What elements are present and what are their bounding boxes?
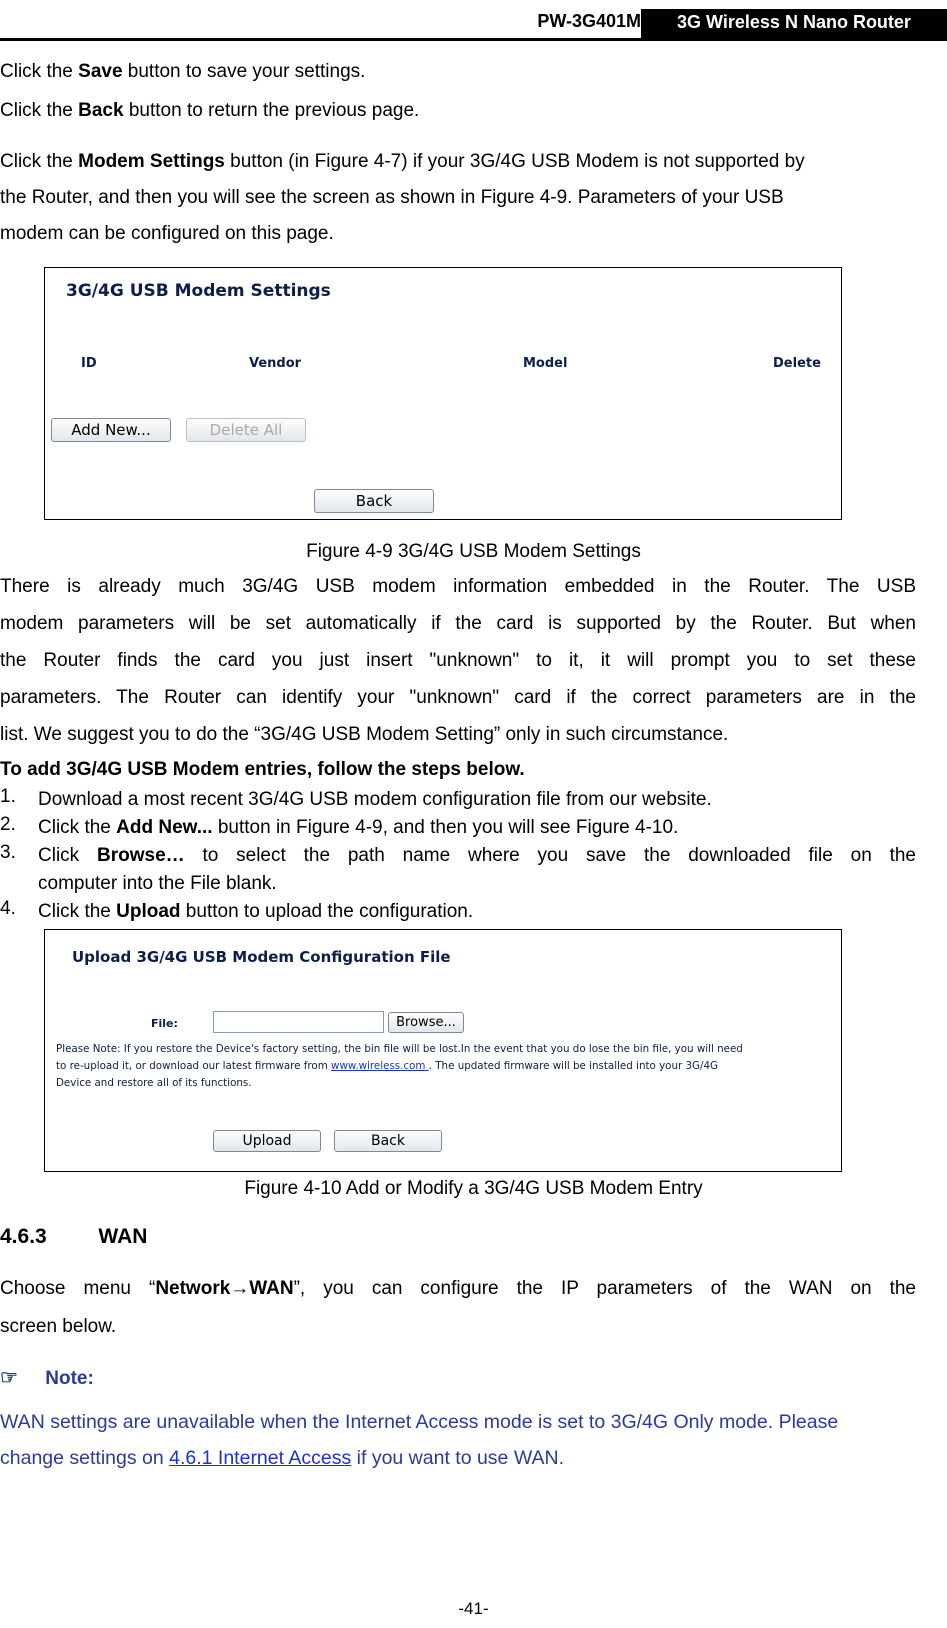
column-vendor: Vendor — [249, 356, 302, 371]
note-line1: WAN settings are unavailable when the Internet Access mode is set to 3G/4G Only mode. Please — [0, 1411, 839, 1433]
model-name: PW-3G401M — [537, 11, 641, 31]
page-number: -41- — [458, 1599, 489, 1618]
file-label: File: — [151, 1017, 178, 1030]
wan-para-line2: screen below. — [0, 1316, 117, 1337]
column-model: Model — [523, 356, 568, 371]
section-title: WAN — [98, 1225, 148, 1248]
upload-button[interactable]: Upload — [213, 1130, 321, 1152]
note-heading — [0, 1365, 947, 1390]
column-id: ID — [81, 356, 97, 371]
figure-4-9-screenshot — [44, 267, 842, 520]
pointing-hand-icon: ☞ — [0, 1367, 18, 1389]
figure-4-10-screenshot — [44, 929, 842, 1172]
note-line2: change settings on 4.6.1 Internet Access if you want to use WAN. — [0, 1447, 565, 1469]
modem-para-line1: Click the Modem Settings button (in Figure 4-7) if your 3G/4G USB Modem is not supported by — [0, 151, 805, 172]
modem-settings-heading: 3G/4G USB Modem Settings — [66, 281, 331, 301]
browse-button[interactable]: Browse... — [388, 1012, 464, 1033]
upload-config-heading: Upload 3G/4G USB Modem Configuration File — [72, 948, 451, 966]
modem-para-line3: modem can be configured on this page. — [0, 223, 334, 244]
wan-para-line1: Choose menu “Network→WAN”, you can configure the IP parameters of the WAN on the — [0, 1278, 916, 1299]
explain-line1: There is already much 3G/4G USB modem information embedded in the Router. The USB — [0, 576, 916, 597]
restore-note: Please Note: If you restore the Device's factory setting, the bin file will be lost.In the event that you do lose the bin file, you will need to re-upload it, or download our latest firmware from www.wireless.com . The updated firmware will be installed into your 3G/4G Device and restore all of its functions. — [56, 1043, 743, 1089]
figure-4-10-caption: Figure 4-10 Add or Modify a 3G/4G USB Modem Entry — [244, 1178, 703, 1199]
steps-heading: To add 3G/4G USB Modem entries, follow the steps below. — [0, 759, 525, 780]
note-label: Note: — [45, 1368, 94, 1389]
intro-save: Click the Save button to save your settings. — [0, 61, 366, 82]
column-delete: Delete — [773, 356, 821, 371]
header-rule — [0, 38, 947, 41]
product-title: 3G Wireless N Nano Router — [641, 9, 947, 40]
internet-access-link[interactable]: 4.6.1 Internet Access — [169, 1447, 352, 1469]
wireless-link[interactable]: www.wireless.com — [331, 1060, 429, 1072]
delete-all-button[interactable]: Delete All — [186, 418, 306, 442]
section-heading — [0, 1225, 947, 1249]
explain-line2: modem parameters will be set automatically if the card is supported by the Router. But when — [0, 613, 916, 634]
file-input[interactable] — [213, 1011, 384, 1033]
add-new-button[interactable]: Add New... — [51, 418, 171, 442]
intro-back: Click the Back button to return the previous page. — [0, 100, 420, 121]
back-button[interactable]: Back — [314, 489, 434, 513]
explain-line4: parameters. The Router can identify your "unknown" card if the correct parameters are in the — [0, 687, 916, 708]
explain-line3: the Router finds the card you just insert "unknown" to it, it will prompt you to set these — [0, 650, 916, 671]
page-header — [0, 0, 947, 40]
explain-line5: list. We suggest you to do the “3G/4G USB Modem Setting” only in such circumstance. — [0, 724, 729, 745]
modem-para-line2: the Router, and then you will see the screen as shown in Figure 4-9. Parameters of your USB — [0, 187, 784, 208]
section-number: 4.6.3 — [0, 1225, 47, 1248]
figure-4-9-caption: Figure 4-9 3G/4G USB Modem Settings — [306, 541, 641, 562]
back-button-upload[interactable]: Back — [334, 1130, 442, 1152]
